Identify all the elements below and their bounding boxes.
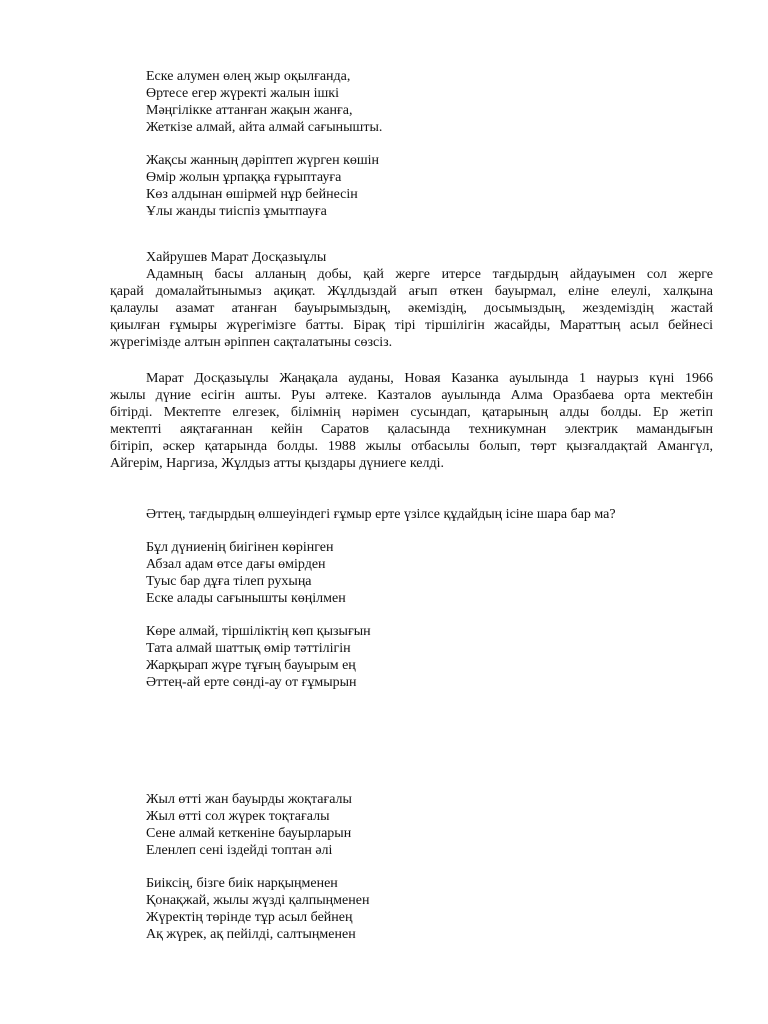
poem-line: Жүректің төрінде тұр асыл бейнең (146, 910, 353, 925)
paragraph-line: Айгерім, Наргиза, Жұлдыз атты қыздары дүниеге келді. (110, 456, 444, 471)
biography-paragraph-2 (110, 370, 713, 472)
poem-line: Ұлы жанды тиіспіз ұмытпауға (146, 204, 327, 219)
poem-line: Еске алады сағынышты көңілмен (146, 591, 346, 606)
paragraph-line: Марат Досқазыұлы Жаңақала ауданы, Новая Казанка ауылында 1 наурыз күні 1966 (146, 371, 713, 386)
paragraph-line: бітірді. Мектепте елгезек, білімнің нәрімен сусындап, қатарының алды болды. Ер жетіп (110, 405, 713, 420)
poem-line: Абзал адам өтсе дағы өмірден (146, 557, 326, 572)
rhetorical-question: Әттең, тағдырдың өлшеуіндегі ғұмыр ерте үзілсе құдайдың ісіне шара бар ма? (146, 507, 616, 522)
paragraph-line: жылы дүние есігін ашты. Руы әлтеке. Казталов ауылында Алма Оразбаева орта мектебін (110, 388, 713, 403)
paragraph-line: қалаулы азамат атанған бауырымыздың, әкеміздің, досымыздың, жездеміздің жастай (110, 301, 713, 316)
poem-line: Туыс бар дұға тілеп рухыңа (146, 574, 312, 589)
paragraph-line: қиылған ғұмыры жүрегімізге батты. Бірақ тірі тіршілігін жасайды, Мараттың асыл бейнесі (110, 318, 713, 333)
poem-line: Өртесе егер жүректі жалын ішкі (146, 86, 339, 101)
poem-line: Әттең-ай ерте сөнді-ау от ғұмырын (146, 675, 357, 690)
main-poem-stanza-3 (146, 791, 686, 859)
paragraph-line: мектепті аяқтағаннан кейін Саратов қаласында техникумнан электрик мамандығын (110, 422, 713, 437)
intro-poem-stanza-1 (146, 68, 686, 136)
poem-line: Ақ жүрек, ақ пейілді, салтыңменен (146, 927, 356, 942)
poem-line: Сене алмай кеткеніне бауырларын (146, 826, 352, 841)
poem-line: Еленлеп сені іздейді топтан әлі (146, 843, 333, 858)
poem-line: Тата алмай шаттық өмір тәттілігін (146, 641, 351, 656)
poem-line: Өмір жолын ұрпаққа ғұрыптауға (146, 170, 342, 185)
poem-line: Көре алмай, тіршіліктің көп қызығын (146, 624, 371, 639)
poem-line: Жеткізе алмай, айта алмай сағынышты. (146, 120, 383, 135)
main-poem-stanza-1 (146, 539, 686, 607)
poem-line: Жыл өтті сол жүрек тоқтағалы (146, 809, 330, 824)
poem-line: Мәңгілікке аттанған жақын жанға, (146, 103, 353, 118)
paragraph-line: жүрегімізде алтын әріппен сақталатыны сөзсіз. (110, 335, 393, 350)
paragraph-line: қарай домалайтынымыз ақиқат. Жұлдыздай ағып өткен бауырмал, еліне елеулі, халқына (110, 284, 713, 299)
poem-line: Жыл өтті жан бауырды жоқтағалы (146, 792, 352, 807)
main-poem-stanza-2 (146, 623, 686, 691)
poem-line: Қонақжай, жылы жүзді қалпыңменен (146, 893, 370, 908)
poem-line: Биіксің, бізге биік нарқыңменен (146, 876, 338, 891)
paragraph-line: бітіріп, әскер қатарында болды. 1988 жылы отбасылы болып, төрт қызғалдақтай Амангүл, (110, 439, 713, 454)
author-name: Хайрушев Марат Досқазыұлы (146, 250, 327, 265)
paragraph-line: Адамның басы алланың добы, қай жерге итерсе тағдырдың айдауымен сол жерге (146, 267, 713, 282)
poem-line: Жақсы жанның дәріптеп жүрген көшін (146, 153, 380, 168)
biography-paragraph-1 (110, 266, 713, 351)
main-poem-stanza-4 (146, 875, 686, 943)
poem-line: Жарқырап жүре тұғың бауырым ең (146, 658, 356, 673)
poem-line: Көз алдынан өшірмей нұр бейнесін (146, 187, 358, 202)
poem-line: Бұл дүниенің биігінен көрінген (146, 540, 334, 555)
poem-line: Еске алумен өлең жыр оқылғанда, (146, 69, 351, 84)
intro-poem-stanza-2 (146, 152, 686, 220)
